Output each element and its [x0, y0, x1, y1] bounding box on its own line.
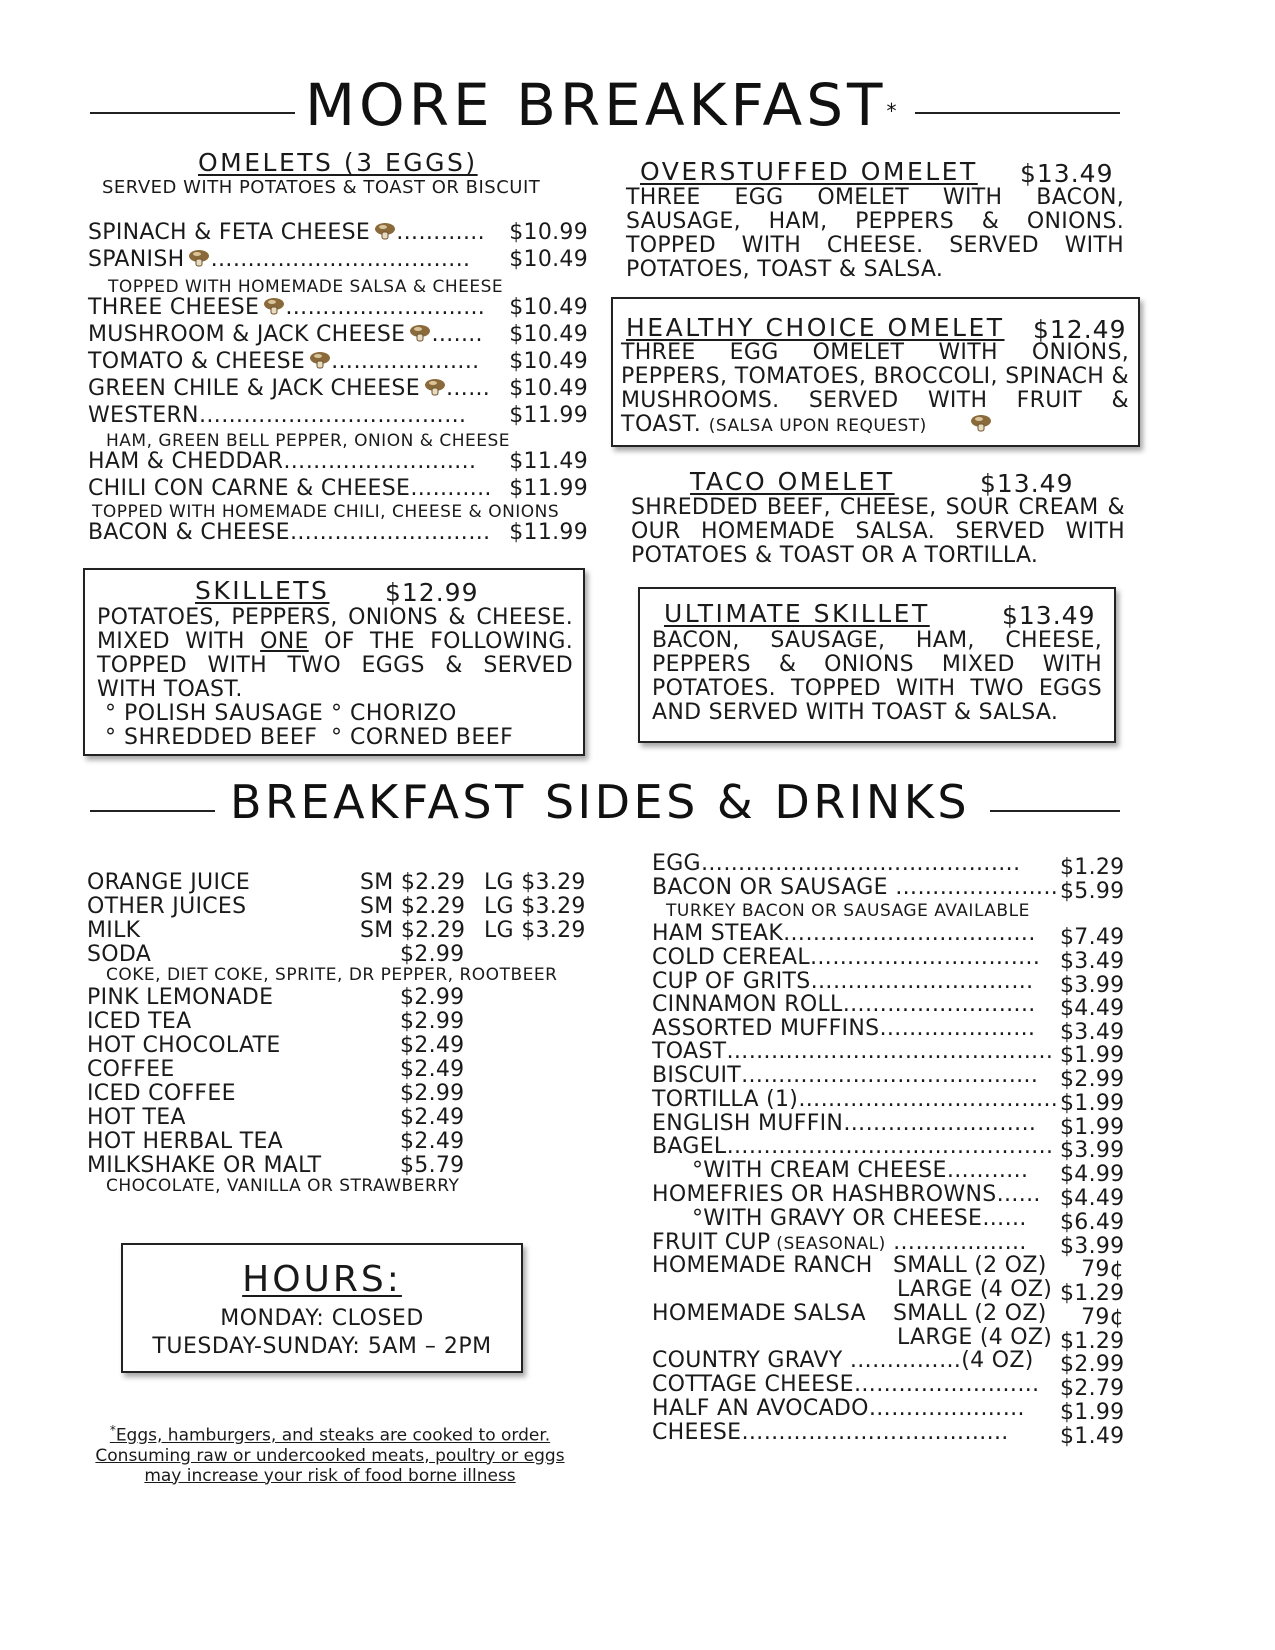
side-name: CUP OF GRITS…………………………: [652, 969, 1034, 994]
drink-note: CHOCOLATE, VANILLA OR STRAWBERRY: [106, 1176, 460, 1196]
drink-name: HOT TEA: [87, 1105, 186, 1130]
drink-name: MILK: [87, 918, 141, 943]
skillets-option-3: ° SHREDDED BEEF: [105, 725, 318, 750]
leader-dots: ………..: [410, 476, 492, 501]
side-price: $4.49: [1060, 996, 1125, 1021]
omelet-item: [88, 450, 588, 474]
drink-price: $5.79: [400, 1153, 465, 1178]
drink-price-large: LG $3.29: [484, 894, 586, 919]
leader-dots: ………...: [396, 220, 485, 245]
footnote: [60, 1420, 600, 1486]
side-price: $2.79: [1060, 1376, 1125, 1401]
side-item: [652, 970, 1034, 994]
side-item: [652, 946, 1040, 970]
side-item: [652, 1302, 866, 1326]
side-name: TOAST……………………………………..: [652, 1039, 1054, 1064]
skillets-desc-1: POTATOES, PEPPERS, ONIONS & CHEESE.: [97, 605, 573, 630]
skillets-option-1: ° POLISH SAUSAGE: [105, 701, 324, 726]
side-price: $3.99: [1060, 973, 1125, 998]
side-size: LARGE (4 OZ): [897, 1325, 1053, 1350]
footnote-line-2: Consuming raw or undercooked meats, poultry or eggs: [95, 1445, 565, 1466]
ultimate-skillet-box: [638, 587, 1116, 743]
drink-price: $2.99: [400, 942, 465, 967]
side-name: COUNTRY GRAVY ……………(4 OZ): [652, 1348, 1034, 1373]
healthy-desc-3: MUSHROOMS. SERVED WITH FRUIT &: [621, 388, 1129, 413]
omelet-name: SPANISH: [88, 247, 185, 272]
side-price: $1.49: [1060, 1424, 1125, 1449]
omelet-name: BACON & CHEESE: [88, 520, 290, 545]
side-price: $1.99: [1060, 1400, 1125, 1425]
skillets-desc-4: WITH TOAST.: [97, 677, 243, 702]
overstuffed-title: OVERSTUFFED OMELET: [640, 157, 978, 186]
side-name: HOMEFRIES OR HASHBROWNS…...: [652, 1182, 1041, 1207]
side-name: TORTILLA (1)……………………………..: [652, 1087, 1059, 1112]
ultimate-desc-1: BACON, SAUSAGE, HAM, CHEESE,: [652, 628, 1102, 653]
drink-name: OTHER JUICES: [87, 894, 247, 919]
side-item: [652, 1040, 1053, 1064]
side-name: °WITH GRAVY OR CHEESE……: [692, 1206, 1027, 1231]
skillets-title: SKILLETS: [195, 576, 330, 605]
side-name: ASSORTED MUFFINS…………………: [652, 1016, 1036, 1041]
side-name: HOMEMADE RANCH: [652, 1253, 873, 1278]
drink-price-large: LG $3.29: [484, 918, 586, 943]
side-price: $4.99: [1060, 1162, 1125, 1187]
side-name: EGG…………………………………….: [652, 851, 1021, 876]
omelet-name: HAM & CHEDDAR: [88, 449, 284, 474]
side-item: [652, 922, 1036, 946]
side-item: [652, 1135, 1053, 1159]
side-size: SMALL (2 OZ): [893, 1301, 1047, 1326]
veggie-icon: [263, 297, 285, 315]
omelet-price: $11.99: [509, 520, 588, 545]
sides-rule-right: [990, 810, 1120, 812]
side-price: $2.99: [1060, 1067, 1125, 1092]
drink-price: $2.49: [400, 1129, 465, 1154]
side-price: 79¢: [1081, 1257, 1124, 1282]
side-name: FRUIT CUP: [652, 1230, 771, 1255]
drink-name: MILKSHAKE OR MALT: [87, 1153, 322, 1178]
healthy-choice-box: [611, 297, 1140, 447]
omelet-item: [88, 296, 588, 320]
taco-price: $13.49: [980, 469, 1074, 498]
side-price: $3.99: [1060, 1138, 1125, 1163]
omelet-name: MUSHROOM & JACK CHEESE: [88, 322, 406, 347]
skillets-option-4: ° CORNED BEEF: [331, 725, 514, 750]
leader-dots: ………………: [885, 1230, 1027, 1255]
side-price: $1.29: [1060, 1329, 1125, 1354]
ultimate-price: $13.49: [1002, 601, 1096, 630]
side-price: $1.99: [1060, 1115, 1125, 1140]
sides-rule-left: [90, 810, 215, 812]
drink-price: $2.49: [400, 1057, 465, 1082]
leader-dots: …...: [445, 376, 491, 401]
omelet-price: $10.49: [509, 349, 588, 374]
side-note-inline: (SEASONAL): [770, 1234, 886, 1254]
footnote-line-3: may increase your risk of food borne illness: [144, 1465, 516, 1486]
omelet-price: $10.49: [509, 376, 588, 401]
veggie-icon: [188, 249, 210, 267]
side-price: $2.99: [1060, 1352, 1125, 1377]
side-price: $1.29: [1060, 855, 1125, 880]
drink-name: HOT CHOCOLATE: [87, 1033, 281, 1058]
side-item: [652, 1421, 1009, 1445]
omelet-item: [88, 521, 588, 545]
leader-dots: ………………………………: [198, 403, 467, 428]
side-name: HOMEMADE SALSA: [652, 1301, 866, 1326]
ultimate-title: ULTIMATE SKILLET: [664, 599, 930, 628]
side-name: CHEESE……………………………...: [652, 1420, 1009, 1445]
omelet-name: CHILI CON CARNE & CHEESE: [88, 476, 411, 501]
omelet-price: $10.49: [509, 247, 588, 272]
side-item: [652, 993, 1036, 1017]
omelet-price: $10.49: [509, 295, 588, 320]
side-item: [652, 1349, 1034, 1373]
side-name: HALF AN AVOCADO…………………: [652, 1396, 1025, 1421]
leader-dots: …………………......: [285, 295, 486, 320]
overstuffed-desc: THREE EGG OMELET WITH BACON, SAUSAGE, HAM, PEPPERS & ONIONS. TOPPED WITH CHEESE. SERVED WITH POTATOES, TOAST & SALSA.: [626, 185, 1124, 282]
side-price: $3.99: [1060, 1234, 1125, 1259]
ultimate-desc-2: PEPPERS & ONIONS MIXED WITH: [652, 652, 1102, 677]
hours-title: HOURS:: [242, 1259, 402, 1300]
veggie-icon: [970, 414, 992, 432]
title-rule-left: [90, 112, 295, 114]
veggie-icon: [309, 351, 331, 369]
omelet-item: [88, 323, 588, 347]
page-title: MORE BREAKFAST*: [305, 71, 901, 139]
omelet-item: [88, 377, 588, 401]
healthy-desc-2: PEPPERS, TOMATOES, BROCCOLI, SPINACH &: [621, 364, 1129, 389]
side-name: ENGLISH MUFFIN……………………..: [652, 1111, 1037, 1136]
drink-name: ICED TEA: [87, 1009, 192, 1034]
side-name: COTTAGE CHEESE………………….…: [652, 1372, 1040, 1397]
side-item: [652, 1112, 1036, 1136]
omelet-item: [88, 221, 588, 245]
healthy-desc-4: TOAST. (SALSA UPON REQUEST): [621, 413, 1129, 437]
side-item: [652, 1017, 1035, 1041]
side-item: [652, 1373, 1040, 1397]
drink-price: $2.99: [400, 985, 465, 1010]
side-name: BACON OR SAUSAGE ………..………..: [652, 875, 1059, 900]
ultimate-desc-3: POTATOES. TOPPED WITH TWO EGGS: [652, 676, 1102, 701]
drink-name: ORANGE JUICE: [87, 870, 251, 895]
side-name: BISCUIT………………………………….: [652, 1063, 1039, 1088]
drink-name: SODA: [87, 942, 152, 967]
side-price: $1.29: [1060, 1281, 1125, 1306]
omelet-item: [88, 404, 588, 428]
omelet-note: HAM, GREEN BELL PEPPER, ONION & CHEESE: [106, 431, 511, 451]
drink-name: PINK LEMONADE: [87, 985, 274, 1010]
drink-price-large: LG $3.29: [484, 870, 586, 895]
drink-note: COKE, DIET COKE, SPRITE, DR PEPPER, ROOTBEER: [106, 965, 558, 985]
side-item: [652, 1397, 1025, 1421]
drink-price-small: SM $2.29: [360, 918, 466, 943]
drink-price: $2.99: [400, 1081, 465, 1106]
title-rule-right: [915, 112, 1120, 114]
skillets-box: [83, 568, 585, 756]
ultimate-desc-4: AND SERVED WITH TOAST & SALSA.: [652, 700, 1059, 725]
omelet-item: [88, 477, 588, 501]
side-item: [652, 1183, 1041, 1207]
side-price: $3.49: [1060, 1020, 1125, 1045]
drink-name: COFFEE: [87, 1057, 175, 1082]
side-price: $6.49: [1060, 1210, 1125, 1235]
hours-box: [121, 1243, 523, 1373]
skillets-price: $12.99: [385, 578, 479, 607]
skillets-option-2: ° CHORIZO: [331, 701, 457, 726]
healthy-title: HEALTHY CHOICE OMELET: [626, 313, 1005, 342]
side-note: TURKEY BACON OR SAUSAGE AVAILABLE: [666, 901, 1030, 921]
side-item: [652, 876, 1058, 900]
hours-line-1: MONDAY: CLOSED: [220, 1306, 424, 1331]
omelet-price: $11.99: [509, 476, 588, 501]
leader-dots: ………………..: [331, 349, 480, 374]
veggie-icon: [409, 324, 431, 342]
veggie-icon: [424, 378, 446, 396]
side-price: 79¢: [1081, 1305, 1124, 1330]
side-item: [652, 852, 1020, 876]
omelets-title: OMELETS (3 EGGS): [198, 148, 478, 177]
side-price: $1.99: [1060, 1043, 1125, 1068]
leader-dots: …....: [431, 322, 483, 347]
omelet-item: [88, 248, 588, 272]
side-item: [652, 1064, 1038, 1088]
omelet-note: TOPPED WITH HOMEMADE CHILI, CHEESE & ONIONS: [92, 502, 560, 522]
side-name: HAM STEAK…………………………….: [652, 921, 1036, 946]
side-size: SMALL (2 OZ): [893, 1253, 1047, 1278]
omelets-subtitle: SERVED WITH POTATOES & TOAST OR BISCUIT: [102, 177, 541, 198]
skillets-desc-3: TOPPED WITH TWO EGGS & SERVED: [97, 653, 573, 678]
drink-price-small: SM $2.29: [360, 870, 466, 895]
omelet-price: $11.99: [509, 403, 588, 428]
side-item: [652, 1254, 873, 1278]
side-price: $5.99: [1060, 879, 1125, 904]
leader-dots: ……………………………..: [210, 247, 471, 272]
omelet-price: $10.99: [509, 220, 588, 245]
drink-price: $2.99: [400, 1009, 465, 1034]
drink-name: ICED COFFEE: [87, 1081, 236, 1106]
drink-price-small: SM $2.29: [360, 894, 466, 919]
healthy-price: $12.49: [1033, 315, 1127, 344]
side-price: $4.49: [1060, 1186, 1125, 1211]
side-price: $7.49: [1060, 925, 1125, 950]
side-item: [652, 1088, 1058, 1112]
side-item: [692, 1159, 1028, 1183]
side-item: [652, 1231, 1027, 1255]
overstuffed-price: $13.49: [1020, 159, 1114, 188]
side-size: LARGE (4 OZ): [897, 1277, 1053, 1302]
omelet-name: THREE CHEESE: [88, 295, 260, 320]
side-name: °WITH CREAM CHEESE………..: [692, 1158, 1029, 1183]
veggie-icon: [374, 222, 396, 240]
side-item: [692, 1207, 1027, 1231]
side-price: $3.49: [1060, 949, 1125, 974]
leader-dots: ……………………..: [283, 449, 477, 474]
side-name: COLD CEREAL………………………….: [652, 945, 1041, 970]
skillets-desc-2: MIXED WITH ONE OF THE FOLLOWING.: [97, 629, 573, 654]
side-name: CINNAMON ROLL……………………..: [652, 992, 1036, 1017]
side-name: BAGEL……………………………………..: [652, 1134, 1054, 1159]
omelet-note: TOPPED WITH HOMEMADE SALSA & CHEESE: [108, 277, 504, 297]
sides-title: BREAKFAST SIDES & DRINKS: [230, 775, 971, 829]
omelet-name: TOMATO & CHEESE: [88, 349, 306, 374]
hours-line-2: TUESDAY-SUNDAY: 5AM – 2PM: [152, 1334, 492, 1359]
side-price: $1.99: [1060, 1091, 1125, 1116]
drink-price: $2.49: [400, 1033, 465, 1058]
omelet-name: SPINACH & FETA CHEESE: [88, 220, 371, 245]
drink-name: HOT HERBAL TEA: [87, 1129, 284, 1154]
taco-desc: SHREDDED BEEF, CHEESE, SOUR CREAM & OUR HOMEMADE SALSA. SERVED WITH POTATOES & TOAST OR A TORTILLA.: [631, 495, 1125, 568]
omelet-price: $11.49: [509, 449, 588, 474]
taco-title: TACO OMELET: [690, 467, 895, 496]
footnote-line-1: *Eggs, hamburgers, and steaks are cooked to order.: [109, 1423, 551, 1446]
drink-price: $2.49: [400, 1105, 465, 1130]
omelet-name: GREEN CHILE & JACK CHEESE: [88, 376, 420, 401]
omelet-name: WESTERN: [88, 403, 199, 428]
healthy-desc-1: THREE EGG OMELET WITH ONIONS,: [621, 340, 1129, 365]
omelet-item: [88, 350, 588, 374]
omelet-price: $10.49: [509, 322, 588, 347]
leader-dots: ………………………: [289, 520, 491, 545]
